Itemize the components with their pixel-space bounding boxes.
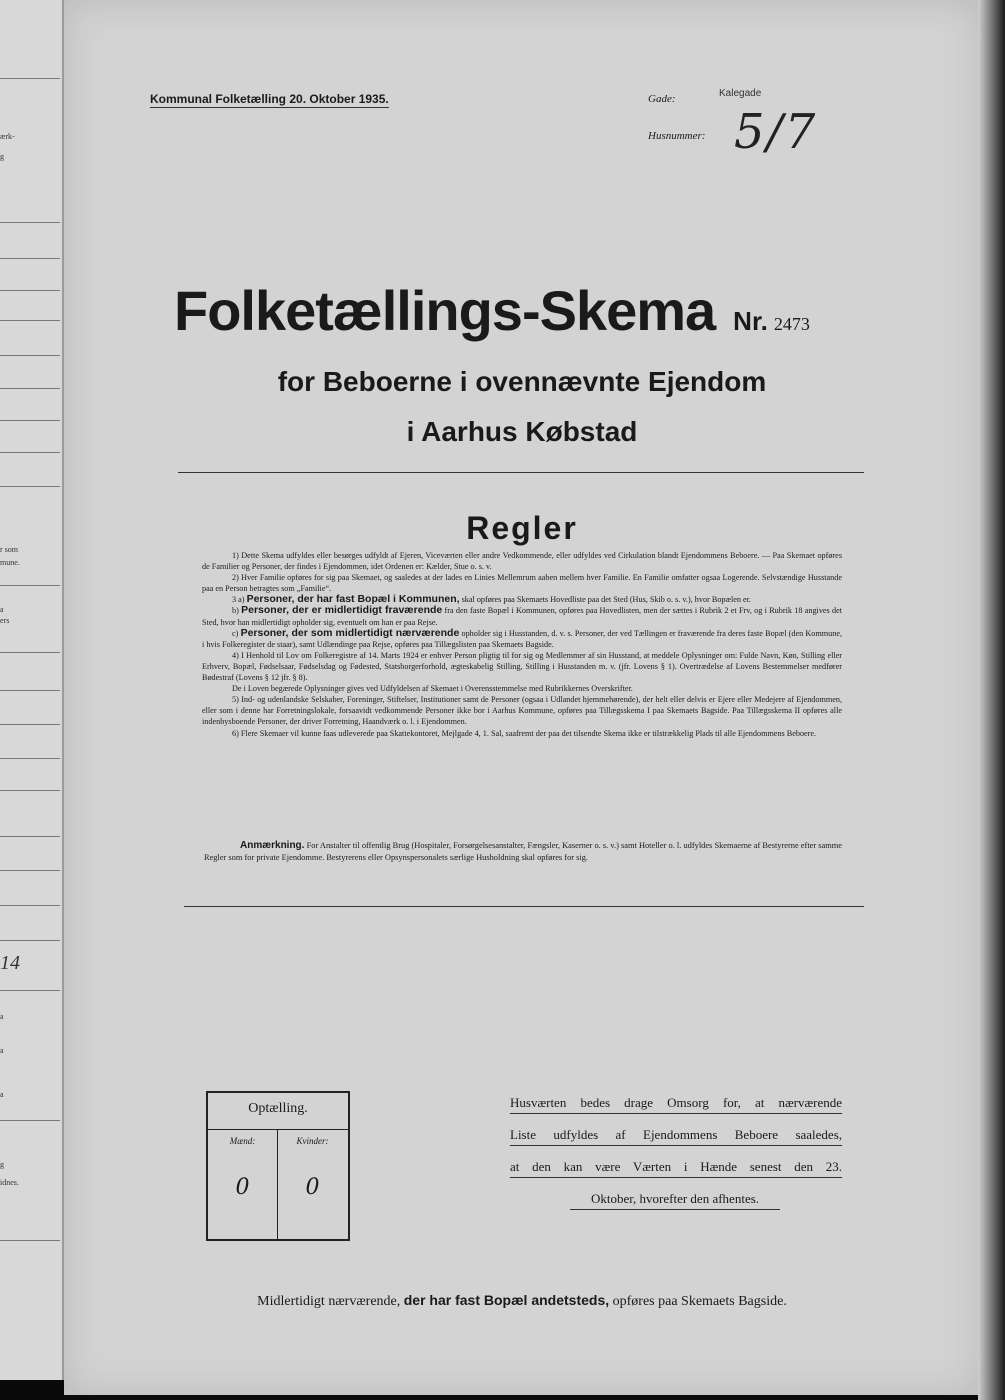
form-subtitle-1: for Beboerne i ovennævnte Ejendom <box>277 366 767 397</box>
street-value: Kalegade <box>719 88 762 99</box>
ruling-line <box>0 940 60 941</box>
ruling-line <box>0 1120 60 1121</box>
page-fragment: idnes. <box>0 1178 19 1187</box>
page-fragment: ers <box>0 616 10 625</box>
rule-1: 1) Dette Skema udfyldes eller besørges udfyldt af Ejeren, Viceværten eller andre Vedkommende, eller udfyldes ved Cirkulation blandt Ejendommens Beboere. — Paa Skemaet opføres de Familier og Personer, der findes i Ejendommen, idet Ordenen er: Kælder, Stue o. s. v. <box>202 551 842 572</box>
notice-line: Liste udfyldes af Ejendommens Beboere saaledes, <box>510 1127 842 1146</box>
page-fragment: a <box>0 1046 4 1055</box>
ruling-line <box>0 388 60 389</box>
count-title: Optælling. <box>248 1101 308 1116</box>
rule-3c-bold: Personer, der som midlertidigt nærværende <box>240 626 460 639</box>
ruling-line <box>0 1240 60 1241</box>
footer-note <box>64 1292 980 1310</box>
notice-line: at den kan være Værten i Hænde senest den 23. <box>510 1159 842 1178</box>
landlord-notice <box>510 1095 842 1223</box>
page-fragment: g <box>0 152 4 161</box>
rule-3c-prefix: c) <box>232 628 239 638</box>
footer-part-1: Midlertidigt nærværende, <box>257 1294 401 1309</box>
notice-line: Oktober, hvorefter den afhentes. <box>570 1191 780 1210</box>
count-box <box>206 1091 350 1241</box>
page-fragment: mune. <box>0 558 20 567</box>
divider-rule <box>184 906 864 907</box>
page-fragment: a <box>0 1090 4 1099</box>
rule-3b <box>202 605 842 627</box>
remark-text: For Anstalter til offentlig Brug (Hospitaler, Forsørgelsesanstalter, Fængsler, Kaserner o. s. v.) samt Hoteller o. l. udfyldes Skemaerne af Bestyrerne efter samme Regler som for private Ejendomme. Bestyrerens eller Opsynspersonalets særlige Husholdning skal opføres for sig. <box>204 841 842 862</box>
notice-line: Husværten bedes drage Omsorg for, at nærværende <box>510 1095 842 1114</box>
rule-2: 2) Hver Familie opføres for sig paa Skemaet, og saaledes at der lades en Linies Mellemrum aaben mellem hver Familie. En Familie omfatter ogsaa Logerende. Selvstændige Husstande paa en Person betragtes som „Familie“. <box>202 573 842 594</box>
ruling-line <box>0 990 60 991</box>
ruling-line <box>0 870 60 871</box>
ruling-line <box>0 258 60 259</box>
rule-3a-rest: skal opføres paa Skemaets Hovedliste paa det Sted (Hus, Skib o. s. v.), hvor Bopælen er. <box>461 595 751 605</box>
footer-part-2: der har fast Bopæl andetsteds, <box>403 1292 610 1308</box>
house-number-value: 5/7 <box>734 104 818 160</box>
men-count: 0 <box>235 1175 250 1200</box>
ruling-line <box>0 290 60 291</box>
ruling-line <box>0 355 60 356</box>
rule-3c-rest: opholder sig i Husstanden, d. v. s. Personer, der ved Tællingen er fraværende fra deres faste Bopæl (den Kommune, i hvis Folkeregister de staar), samt Udlændinge paa Rejse, opføres paa Tillægslisten paa Skemaets Bagside. <box>202 628 843 649</box>
ruling-line <box>0 222 60 223</box>
divider-rule <box>178 472 864 473</box>
ruling-line <box>0 836 60 837</box>
ruling-line <box>0 724 60 725</box>
rule-3b-bold: Personer, der er midlertidigt fraværende <box>241 604 443 617</box>
page-fragment: a <box>0 1012 4 1021</box>
rules-heading: Regler <box>466 510 578 546</box>
page-fragment: g <box>0 1160 4 1169</box>
form-title-main: Folketællings-Skema <box>174 279 716 342</box>
ruling-line <box>0 905 60 906</box>
men-label: Mænd: <box>229 1136 256 1146</box>
book-spine <box>978 0 1005 1400</box>
rule-6: 6) Flere Skemaer vil kunne faas udleverede paa Skattekontoret, Mejlgade 4, 1. Sal, saafremt der paa det tilsendte Skema ikke er tilstrækkelig Plads til alle Ejendommens Beboere. <box>232 728 817 738</box>
form-title <box>174 278 810 343</box>
ruling-line <box>0 420 60 421</box>
ruling-line <box>0 585 60 586</box>
page-fragment: r som <box>0 545 18 554</box>
ruling-line <box>0 758 60 759</box>
house-number-label: Husnummer: <box>648 130 706 142</box>
footer-part-3: opføres paa Skemaets Bagside. <box>612 1294 787 1309</box>
rule-3c <box>202 628 842 650</box>
women-label: Kvinder: <box>296 1136 329 1146</box>
rule-5: 5) Ind- og udenlandske Selskaber, Foreninger, Stiftelser, Institutioner samt de Personer (ogsaa i Udlandet hjemmehørende), der helt eller delvis er Ejere eller Medejere af Ejendommen, eller som i denne har Forretningslokale, forsaavidt vedkommende Personer ikke bor i Aarhus Kommune, opføres paa Tillægsskema I paa Skemaets Bagside. Paa Tillægsskema II opføres alle indenbysboende Personer, der driver Forretning, Haandværk o. l. i Ejendommen. <box>202 695 842 727</box>
rule-3a-prefix: 3 a) <box>232 595 245 605</box>
census-form-page <box>64 0 980 1395</box>
remark-label: Anmærkning. <box>240 840 305 851</box>
ruling-line <box>0 652 60 653</box>
rule-3b-rest: fra den faste Bopæl i Kommunen, opføres paa Hovedlisten, men der sættes i Rubrik 2 et Frv, og i Rubrik 18 angives det Sted, hvor han midlertidigt opholder sig, eventuelt om han er paa Rejse. <box>202 606 843 627</box>
adjacent-page-edge <box>0 0 64 1380</box>
street-label: Gade: <box>648 93 676 105</box>
form-subtitle-2: i Aarhus Købstad <box>406 416 638 447</box>
remark-paragraph <box>204 840 842 864</box>
ruling-line <box>0 486 60 487</box>
page-fragment: ærk- <box>0 132 15 141</box>
rules-text <box>202 550 842 739</box>
page-fragment: 14 <box>0 952 20 974</box>
rule-3a-bold: Personer, der har fast Bopæl i Kommunen, <box>246 593 460 606</box>
rule-4: 4) I Henhold til Lov om Folkeregistre af 14. Marts 1924 er enhver Person pligtig til for sig og Medlemmer af sin Husstand, at meddele Oplysninger om: Fulde Navn, Køn, Stilling eller Erhverv, Bopæl, Fødselsaar, Fødselsdag og Fødested, Statsborgerforhold, ægteskabelig Stilling, Stilling i Husstanden m. v. (jfr. Lovens § 1). Overtrædelse af Lovens Bestemmelser medfører Bødestraf (Lovens § 12 jfr. § 8). <box>202 650 842 683</box>
page-fragment: a <box>0 605 4 614</box>
rule-3b-prefix: b) <box>232 606 239 616</box>
count-divider <box>208 1129 348 1130</box>
ruling-line <box>0 690 60 691</box>
ruling-line <box>0 790 60 791</box>
form-number-label: Nr. <box>733 306 768 336</box>
form-number-value: 2473 <box>773 314 810 334</box>
rule-4b: De i Loven begærede Oplysninger gives ved Udfyldelsen af Skemaet i Overensstemmelse med Rubrikkernes Overskrifter. <box>232 684 633 694</box>
census-date-line: Kommunal Folketælling 20. Oktober 1935. <box>150 92 389 106</box>
ruling-line <box>0 78 60 79</box>
ruling-line <box>0 320 60 321</box>
women-count: 0 <box>305 1175 320 1200</box>
ruling-line <box>0 452 60 453</box>
